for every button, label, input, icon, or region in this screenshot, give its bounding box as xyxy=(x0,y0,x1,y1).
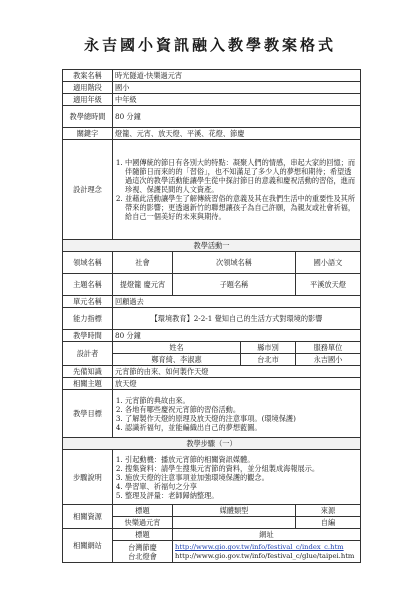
goal-item: 4. 認識祈福句，並能編織出自己的夢想藍圖。 xyxy=(125,423,358,432)
stage-value: 國小 xyxy=(113,82,361,94)
stage-label: 適用階段 xyxy=(63,82,113,94)
lesson-name: 時光隧道-快樂過元宵 xyxy=(113,70,361,82)
philosophy-label: 設計理念 xyxy=(63,140,113,240)
designer-label: 設計者 xyxy=(63,342,113,366)
prior-value: 元宵節的由來、如何製作天燈 xyxy=(113,366,361,378)
theme-value: 提燈籠 慶元宵 xyxy=(113,274,173,296)
ability-label: 能力指標 xyxy=(63,308,113,330)
philosophy-item: 2. 並藉此活動讓學生了解傳統習俗的意義及其在我們生活中的重要性及其所帶來的影響；更透過新竹的聯想讓孩子為自己許願，為親友或社會祈福，給自己一個美好的未來與期待。 xyxy=(125,194,358,221)
resources-media xyxy=(173,517,296,529)
steps-header: 教學步驟（一） xyxy=(63,438,361,450)
goal-item: 3. 了解製作天燈的原理及放天燈的注意事項。(環境保護) xyxy=(125,414,358,423)
unit-label: 單元名稱 xyxy=(63,296,113,308)
activity-time-label: 教學時間 xyxy=(63,330,113,342)
total-time-value: 80 分鐘 xyxy=(113,106,361,128)
step-item: 1. 引起動機：播放元宵節的相關資訊媒體。 xyxy=(125,455,358,464)
theme-label: 主題名稱 xyxy=(63,274,113,296)
grade-label: 適用年級 xyxy=(63,94,113,106)
website-title: 台灣節慶 xyxy=(128,542,157,552)
grade-value: 中年級 xyxy=(113,94,361,106)
activity-time-value: 80 分鐘 xyxy=(113,330,361,342)
steps-list xyxy=(115,455,358,500)
resources-header-media: 媒體類型 xyxy=(173,505,296,517)
step-item: 3. 施放天燈的注意事項並加強環境保護的觀念。 xyxy=(125,473,358,482)
goal-item: 1. 元宵節的典故由來。 xyxy=(125,396,358,405)
prior-label: 先備知識 xyxy=(63,366,113,378)
website-url-text: http://www.gio.gov.tw/info/festival_c/glue/taipei.htm xyxy=(175,551,355,560)
lesson-plan-table xyxy=(62,69,361,563)
step-item: 4. 學習單、祈福句之分享 xyxy=(125,482,358,491)
designer-header-unit: 服務單位 xyxy=(296,342,361,354)
goals-label: 教學目標 xyxy=(63,390,113,438)
website-title: 台北燈會 xyxy=(128,551,157,561)
resources-header-title: 標題 xyxy=(113,505,173,517)
total-time-label: 教學總時間 xyxy=(63,106,113,128)
designer-unit: 永吉國小 xyxy=(296,354,361,366)
step-item: 5. 整理及評量：老師歸納整理。 xyxy=(125,491,358,500)
step-item: 2. 搜集資料：請學生搜集元宵節的資料，並分組製成海報展示。 xyxy=(125,464,358,473)
philosophy-value xyxy=(113,140,361,240)
philosophy-list xyxy=(115,158,358,221)
activity-header: 教學活動一 xyxy=(63,240,361,252)
keywords-value: 燈籠、元宵、放天燈、平溪、花燈、節慶 xyxy=(113,128,361,140)
subfield-label: 次領域名稱 xyxy=(173,252,296,274)
page-title: 永吉國小資訊融入教學教案格式 xyxy=(83,36,336,54)
philosophy-item: 1. 中國傳統的節日有各別大的特點：凝聚人們的情感，串起大家的回憶；而伴隨節日而來的的「習俗」，也不知滿足了多少人的夢想和期待；希望透過這次的教學活動能讓學生從中探討節日的意義和慶祝活動的習俗，進而珍視、保護民間的人文資產。 xyxy=(125,158,358,194)
websites-header-title: 標題 xyxy=(113,529,173,541)
websites-header-url: 網址 xyxy=(173,529,361,541)
websites-label: 相關網站 xyxy=(63,529,113,563)
topic-value: 放天燈 xyxy=(113,378,361,390)
website-link[interactable]: http://www.gio.gov.tw/info/festival_c/index_c.htm xyxy=(175,543,344,552)
ability-value: 【環境教育】2-2-1 覺知自己的生活方式對環境的影響 xyxy=(113,308,361,330)
steps-label: 步驟說明 xyxy=(63,450,113,505)
resources-source: 自編 xyxy=(296,517,361,529)
topic-label: 相關主題 xyxy=(63,378,113,390)
unit-value: 回顧過去 xyxy=(113,296,361,308)
name-label: 教案名稱 xyxy=(63,70,113,82)
goal-item: 2. 各地有哪些慶祝元宵節的習俗活動。 xyxy=(125,405,358,414)
designer-name: 鄭育綺、李淑惠 xyxy=(113,354,241,366)
subtheme-value: 平溪放天燈 xyxy=(296,274,361,296)
goals-value xyxy=(113,390,361,438)
designer-header-name: 姓名 xyxy=(113,342,241,354)
steps-value xyxy=(113,450,361,505)
goals-list xyxy=(115,396,358,432)
websites-titles xyxy=(113,541,173,563)
websites-urls xyxy=(173,541,361,563)
field-value: 社會 xyxy=(113,252,173,274)
designer-header-city: 縣市別 xyxy=(241,342,296,354)
keywords-label: 關鍵字 xyxy=(63,128,113,140)
resources-title: 快樂過元宵 xyxy=(113,517,173,529)
field-label: 領域名稱 xyxy=(63,252,113,274)
subtheme-label: 子題名稱 xyxy=(173,274,296,296)
resources-header-source: 來源 xyxy=(296,505,361,517)
subfield-value: 國小語文 xyxy=(296,252,361,274)
designer-city: 台北市 xyxy=(241,354,296,366)
resources-label: 相關資源 xyxy=(63,505,113,529)
